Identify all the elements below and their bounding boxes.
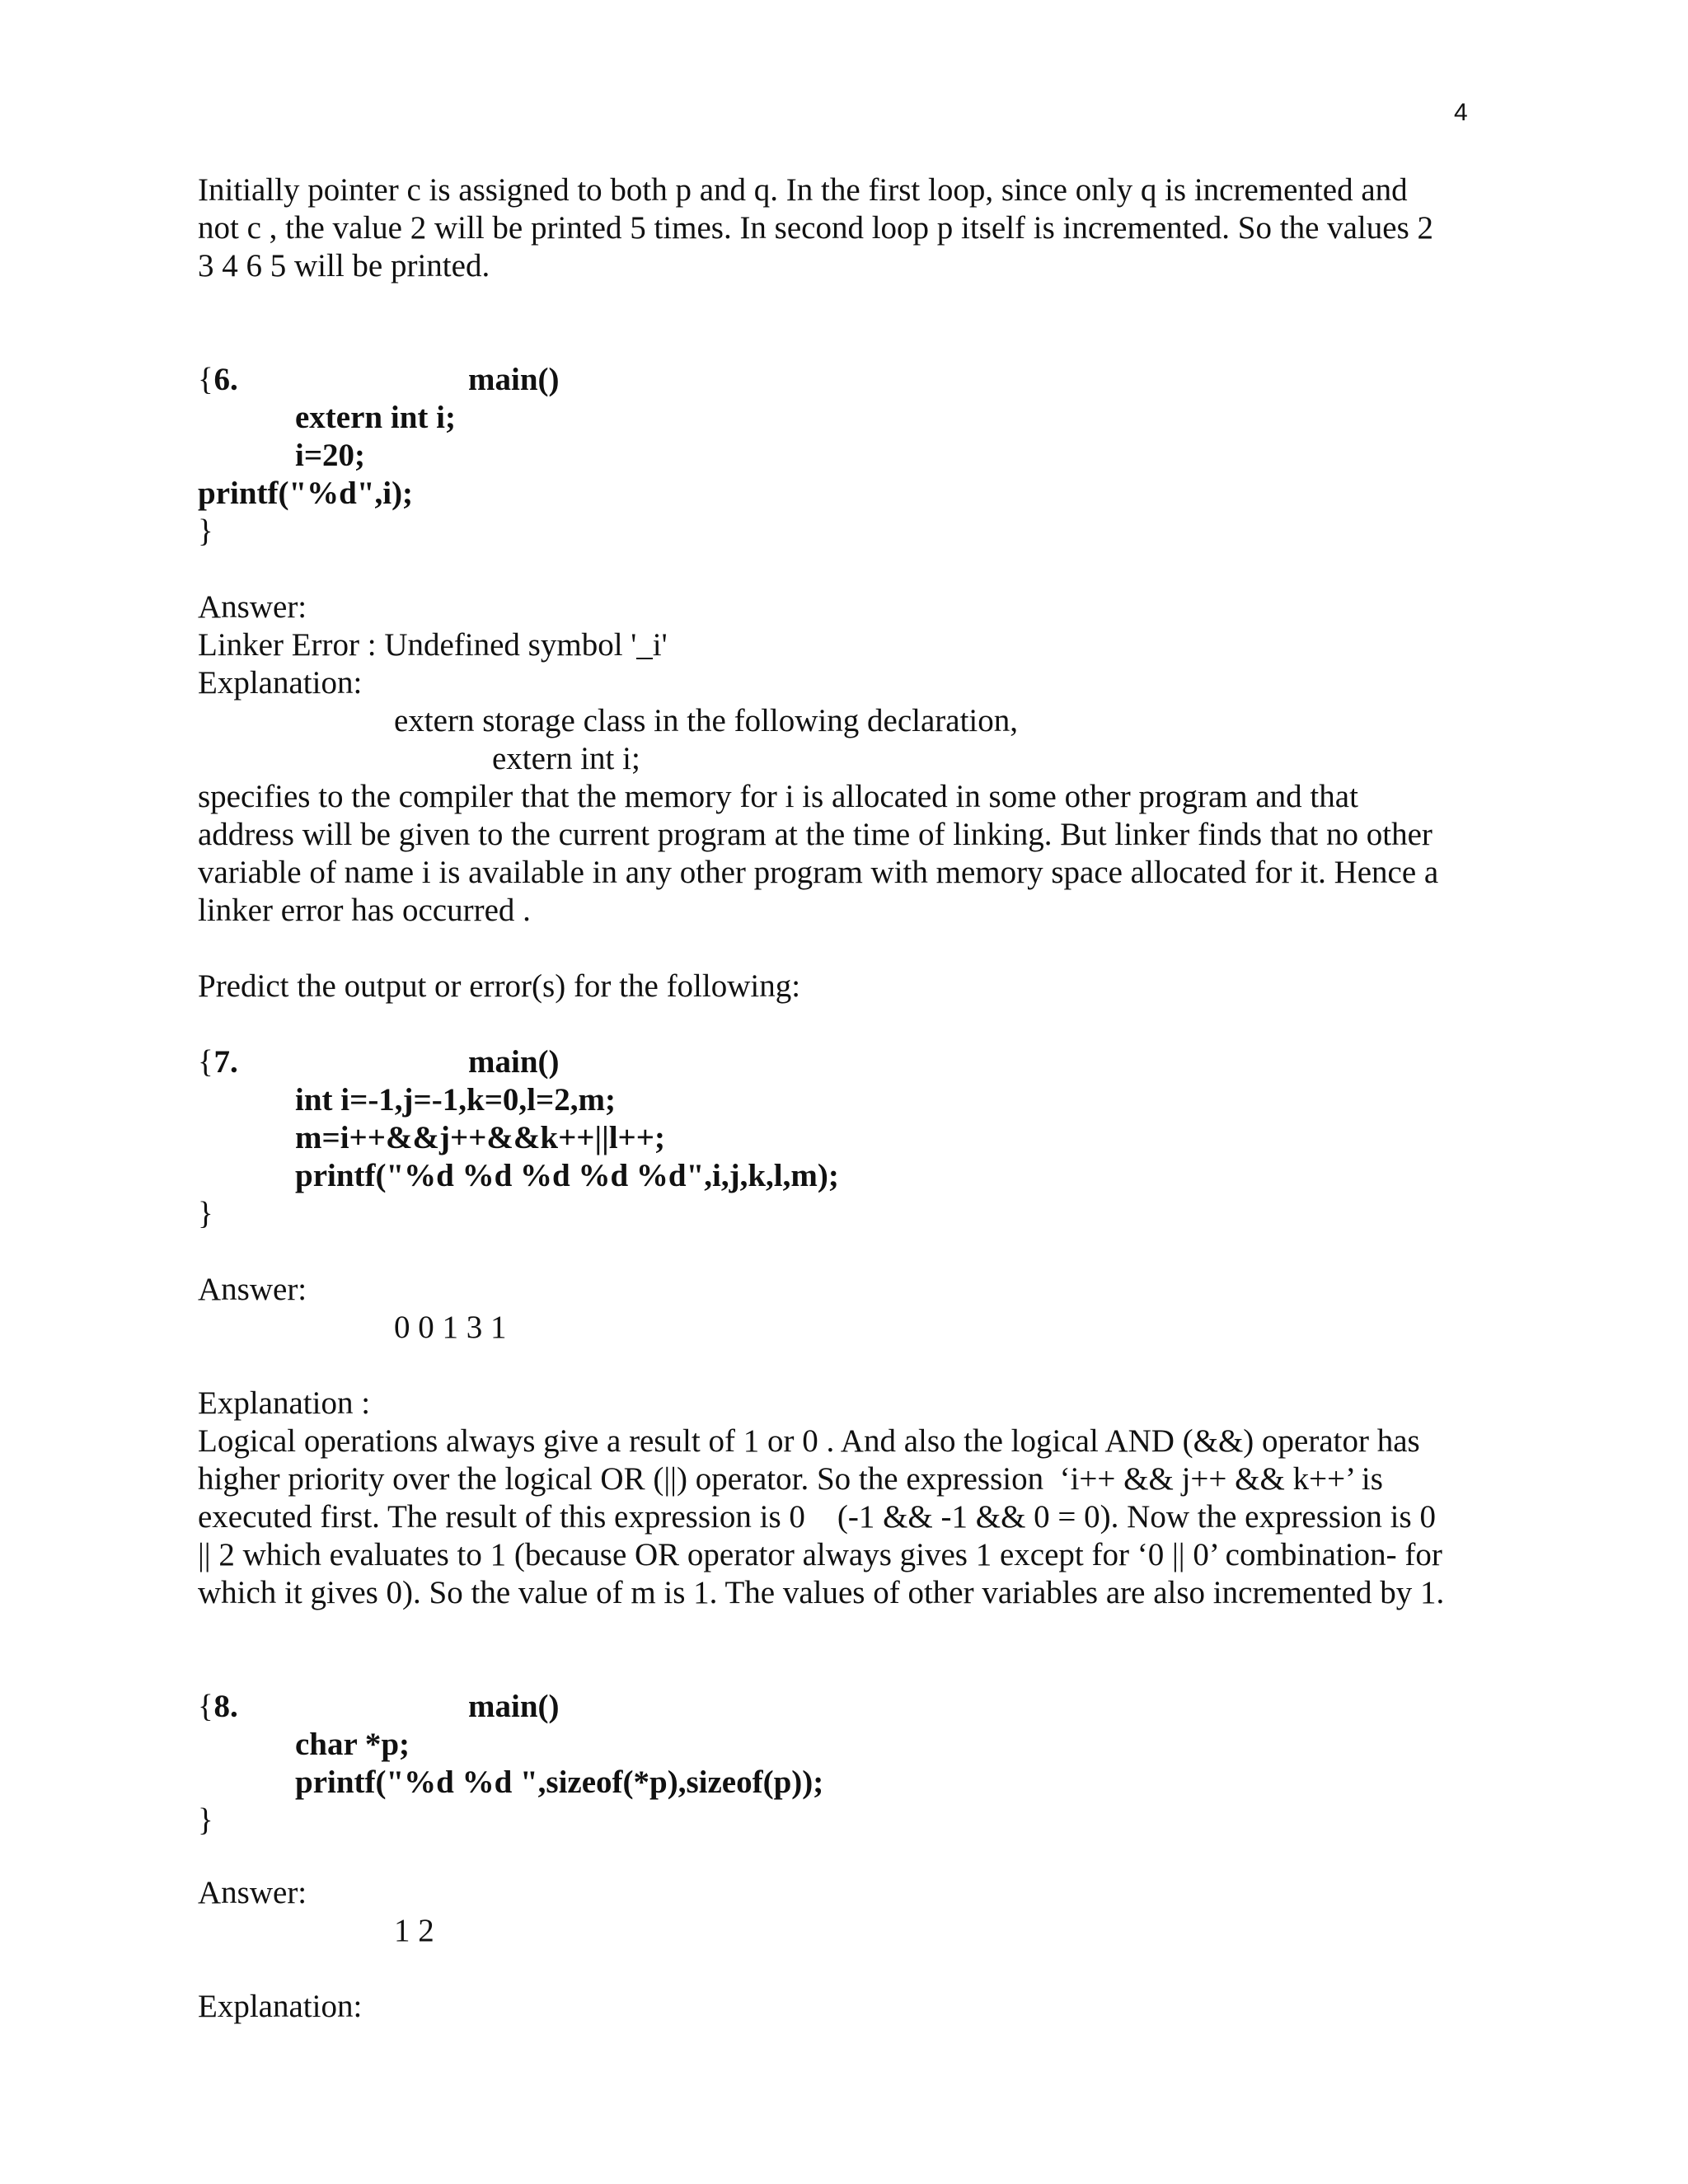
code-line: i=20; — [295, 438, 366, 473]
intro-line: not c , the value 2 will be printed 5 times. In second loop p itself is incremented. So the values 2 — [198, 210, 1434, 246]
explanation-line: Logical operations always give a result of 1 or 0 . And also the logical AND (&&) operator has — [198, 1423, 1420, 1459]
section-heading: Predict the output or error(s) for the following: — [198, 968, 801, 1004]
explanation-label: Explanation: — [198, 1989, 363, 2024]
answer-label: Answer: — [198, 1272, 307, 1307]
answer-text: Linker Error : Undefined symbol '_i' — [198, 627, 668, 663]
explanation-line: variable of name i is available in any other program with memory space allocated for it. Hence a — [198, 855, 1439, 890]
code-brace-close: } — [198, 513, 213, 549]
code-brace-close: } — [198, 1802, 213, 1838]
code-line: printf("%d %d %d %d %d",i,j,k,l,m); — [295, 1158, 839, 1193]
explanation-label: Explanation: — [198, 665, 363, 701]
code-brace-open: { — [198, 1689, 213, 1724]
answer-text: 1 2 — [394, 1913, 434, 1948]
code-line: printf("%d",i); — [198, 476, 414, 511]
code-line: int i=-1,j=-1,k=0,l=2,m; — [295, 1082, 616, 1118]
function-name: main() — [468, 362, 560, 397]
answer-label: Answer: — [198, 589, 307, 625]
page-number: 4 — [1454, 99, 1468, 126]
explanation-line: executed first. The result of this expression is 0 (-1 && -1 && 0 = 0). Now the expression is 0 — [198, 1499, 1436, 1535]
explanation-line: linker error has occurred . — [198, 893, 531, 928]
question-number: 7. — [213, 1044, 238, 1080]
code-brace-open: { — [198, 362, 213, 397]
code-line: m=i++&&j++&&k++||l++; — [295, 1120, 665, 1155]
intro-line: Initially pointer c is assigned to both p and q. In the first loop, since only q is incremented and — [198, 172, 1408, 208]
answer-text: 0 0 1 3 1 — [394, 1310, 507, 1345]
answer-label: Answer: — [198, 1875, 307, 1910]
explanation-line: specifies to the compiler that the memory for i is allocated in some other program and that — [198, 779, 1358, 814]
explanation-line: which it gives 0). So the value of m is 1. The values of other variables are also incremented by 1. — [198, 1575, 1445, 1610]
explanation-line: address will be given to the current program at the time of linking. But linker finds that no other — [198, 817, 1432, 852]
explanation-line: || 2 which evaluates to 1 (because OR operator always gives 1 except for ‘0 || 0’ combination- for — [198, 1537, 1442, 1572]
question-number: 6. — [213, 362, 238, 397]
code-line: printf("%d %d ",sizeof(*p),sizeof(p)); — [295, 1765, 824, 1800]
explanation-line: extern int i; — [492, 741, 640, 776]
code-line: char *p; — [295, 1727, 410, 1762]
explanation-label: Explanation : — [198, 1385, 371, 1421]
intro-line: 3 4 6 5 will be printed. — [198, 248, 490, 284]
explanation-line: higher priority over the logical OR (||) operator. So the expression ‘i++ && j++ && k++’ is — [198, 1461, 1383, 1497]
question-number: 8. — [213, 1689, 238, 1724]
code-brace-open: { — [198, 1044, 213, 1080]
explanation-line: extern storage class in the following declaration, — [394, 703, 1018, 738]
function-name: main() — [468, 1044, 560, 1080]
code-brace-close: } — [198, 1196, 213, 1231]
function-name: main() — [468, 1689, 560, 1724]
code-line: extern int i; — [295, 400, 456, 435]
